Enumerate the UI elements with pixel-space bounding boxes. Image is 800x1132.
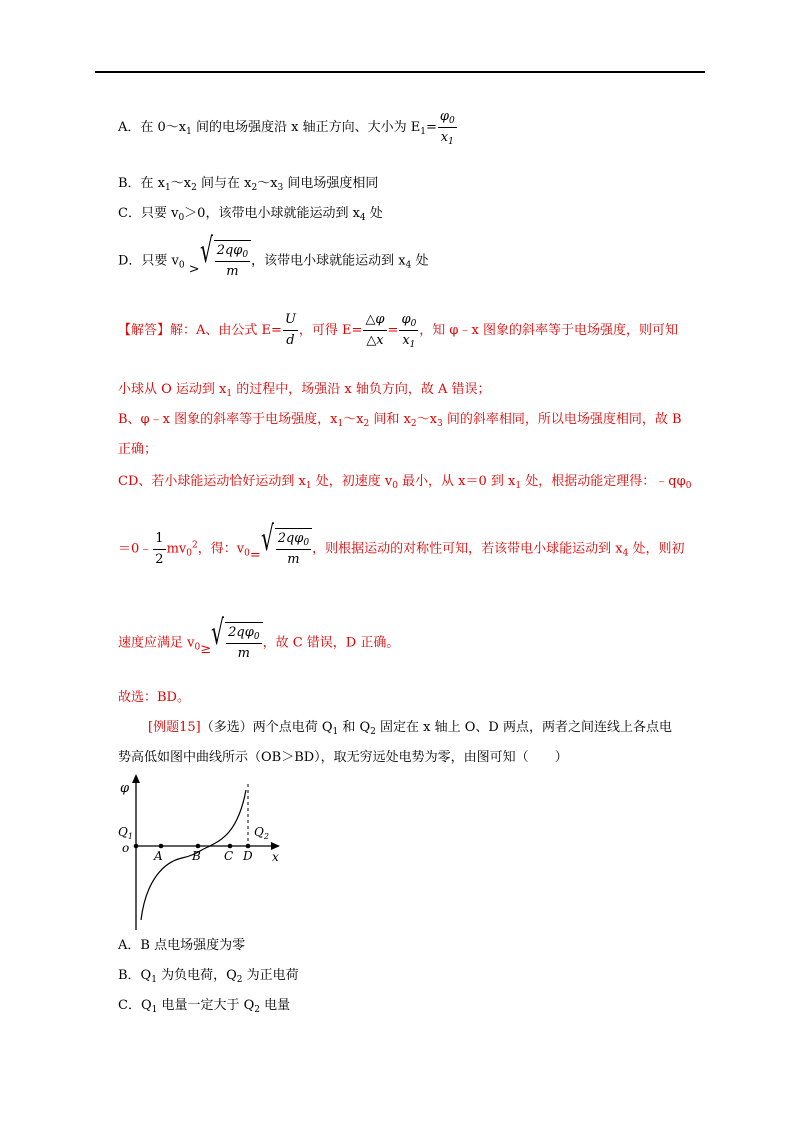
- answer-line-1: 【解答】解：A、由公式 E= $\frac{U}{d}$ ，可得 E= $\frac{\triangle\varphi}{\triangle x}$ = $\frac{\varphi_0}{x_1}$ ，知 φ﹣x 图象的斜率等于电场强度，则可知: [118, 312, 678, 350]
- point-a: [159, 844, 164, 849]
- x-label: x: [272, 850, 279, 864]
- answer-line-5: CD、若小球能运动恰好运动到 $x_1$ 处，初速度 $v_0$ 最小，从 x＝0 到 $x_1$ 处，根据动能定理得：$﹣q\varphi_0$: [118, 474, 692, 491]
- fraction-dphi-dx: $\frac{\triangle\varphi}{\triangle x}$: [365, 312, 385, 348]
- sqrt-expression-answer: √ $\frac{2q\varphi_0}{m}$: [261, 528, 312, 570]
- answer-tag: 【解答】: [118, 323, 171, 338]
- example-line-2: 势高低如图中曲线所示（OB＞BD），取无穷远处电势为零，由图可知（ ）: [118, 750, 568, 765]
- option-a: A．B 点电场强度为零: [118, 938, 246, 953]
- d-label: D: [243, 849, 253, 863]
- option-b: B．$Q_1$ 为负电荷，$Q_2$ 为正电荷: [118, 968, 299, 985]
- example-line-1: [例题15]（多选）两个点电荷 $Q_1$ 和 $Q_2$ 固定在 x 轴上 O、D 两点，两者之间连线上各点电: [148, 720, 672, 737]
- point-d: [246, 844, 251, 849]
- phi-axis-arrow-icon: [132, 774, 140, 783]
- prev-option-c: C．只要 $v_0>0$，该带电小球就能运动到 $x_4$ 处: [118, 206, 383, 223]
- fraction-one-half: $\frac{1}{2}$: [155, 530, 164, 567]
- prev-option-d: D．只要 $v_0$ > √ $\frac{2q\varphi_0}{m}$ ，该带电小球就能运动到 $x_4$ 处: [118, 240, 428, 282]
- fraction-u-d: $\frac{U}{d}$: [284, 312, 296, 348]
- answer-line-8: 故选：BD。: [118, 690, 190, 705]
- prev-option-a: A．在 $0\sim x_1$ 间的电场强度沿 x 轴正方向、大小为 $E_1=$ $\frac{\varphi_0}{x_1}$: [118, 109, 455, 147]
- b-label: B: [192, 849, 201, 863]
- phi-label: φ: [120, 781, 130, 796]
- sqrt-expression: √ $\frac{2q\varphi_0}{m}$: [200, 240, 251, 282]
- header-rule: [95, 71, 705, 73]
- answer-line-2: 小球从 O 运动到 $x_1$ 的过程中，场强沿 x 轴负方向，故 A 错误；: [118, 382, 491, 399]
- example-tag: [例题15]: [148, 720, 201, 735]
- answer-line-4: 正确；: [118, 442, 158, 457]
- point-c: [228, 844, 233, 849]
- potential-graph: [112, 770, 292, 935]
- fraction-phi0-x1-answer: $\frac{\varphi_0}{x_1}$: [401, 312, 417, 350]
- x-axis-arrow-icon: [271, 842, 280, 850]
- origin-label: o: [122, 841, 130, 855]
- answer-line-7: 速度应满足 $v_0\ge$ √ $\frac{2q\varphi_0}{m}$ ，故 C 错误，D 正确。: [118, 622, 399, 664]
- c-label: C: [224, 849, 234, 863]
- point-o: [134, 844, 139, 849]
- option-c: C．$Q_1$ 电量一定大于 $Q_2$ 电量: [118, 998, 291, 1015]
- q2-label: $Q_2$: [254, 825, 269, 841]
- answer-line-6: ＝0﹣ $\frac{1}{2}$ $mv_0^2$，得：$v_0=$ √ $\frac{2q\varphi_0}{m}$ ，则根据运动的对称性可知，若该带电小球能运动到 $x_4$ 处，则初: [118, 528, 685, 570]
- fraction-phi0-x1: $\frac{\varphi_0}{x_1}$: [439, 109, 455, 147]
- sqrt-expression-condition: √ $\frac{2q\varphi_0}{m}$: [211, 622, 262, 664]
- prev-option-b: B．在 $x_1\sim x_2$ 间与在 $x_2\sim x_3$ 间电场强度相同: [118, 176, 379, 193]
- q1-label: $Q_1$: [118, 825, 133, 841]
- point-b: [196, 844, 201, 849]
- a-label: A: [154, 849, 163, 863]
- answer-line-3: B、φ﹣x 图象的斜率等于电场强度，$x_1\sim x_2$ 间和 $x_2\sim x_3$ 间的斜率相同，所以电场强度相同，故 B: [118, 412, 682, 429]
